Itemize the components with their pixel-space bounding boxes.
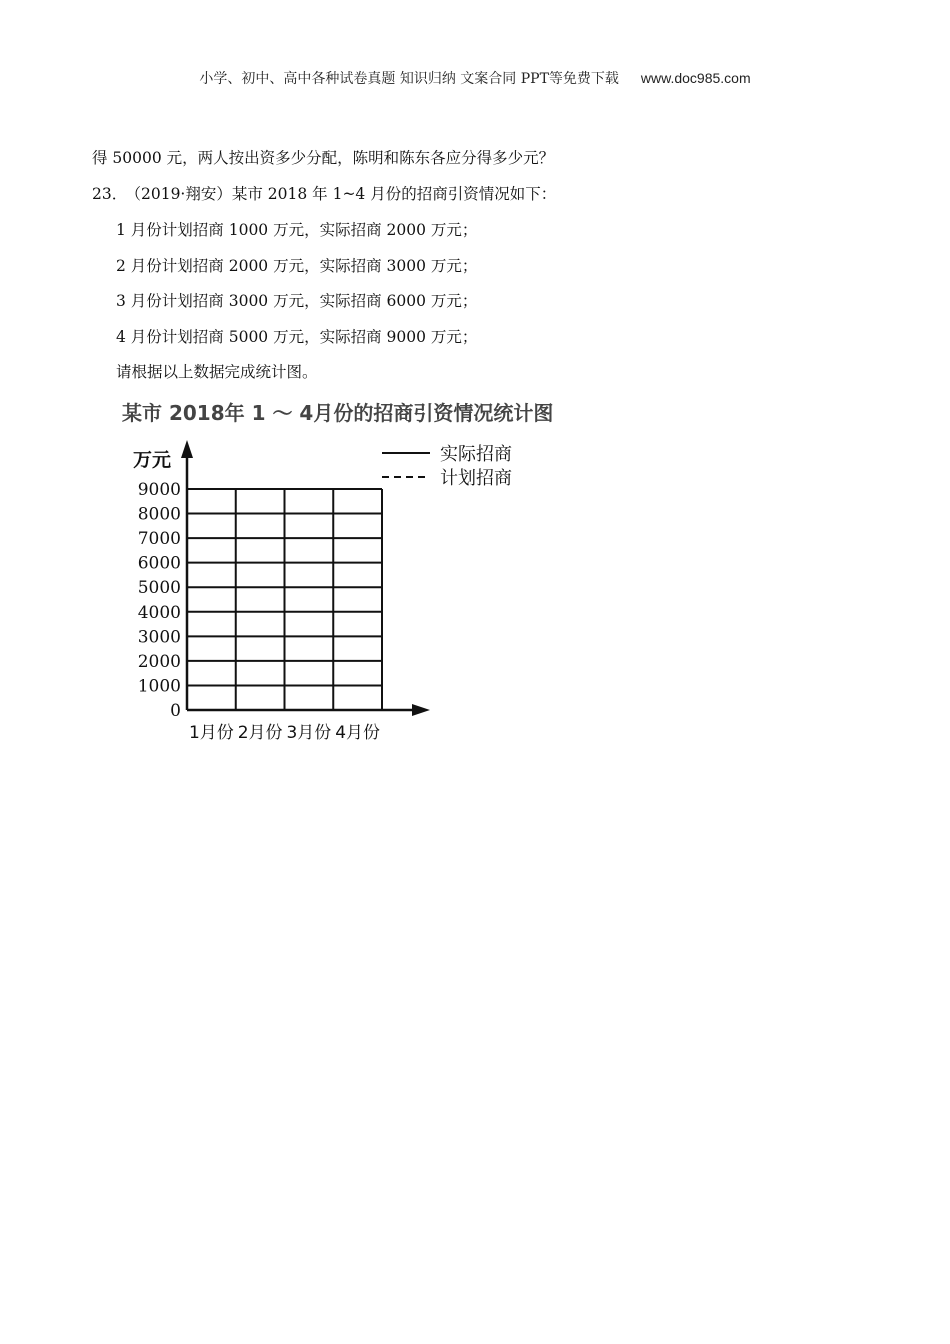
chart-legend [382, 444, 512, 489]
prev-question-tail: 得 50000 元，两人按出资多少分配，陈明和陈东各应分得多少元？ [92, 149, 555, 167]
data-line-month3: 3 月份计划招商 3000 万元，实际招商 6000 万元； [116, 292, 478, 310]
instruction-line: 请根据以上数据完成统计图。 [116, 363, 318, 381]
x-tick-label: 2月份 [237, 723, 283, 743]
header-site: www.doc985.com [640, 70, 751, 86]
x-tick-label: 1月份 [188, 723, 234, 743]
x-tick-label: 3月份 [286, 723, 332, 743]
y-tick-label: 5000 [137, 578, 181, 599]
legend-label: 实际招商 [440, 444, 512, 465]
y-tick-label: 8000 [137, 504, 181, 525]
header-text: 小学、初中、高中各种试卷真题 知识归纳 文案合同 PPT等免费下载 [199, 71, 619, 87]
chart-axes [181, 440, 430, 716]
y-tick-label: 3000 [137, 627, 181, 648]
x-tick-labels [189, 723, 380, 743]
question-number: 23． [92, 185, 128, 203]
y-axis-label: 万元 [133, 449, 172, 471]
data-line-month4: 4 月份计划招商 5000 万元，实际招商 9000 万元； [116, 328, 478, 346]
y-tick-label: 4000 [137, 602, 181, 623]
legend-label: 计划招商 [440, 468, 512, 489]
y-tick-label: 6000 [137, 553, 181, 574]
y-tick-label: 2000 [137, 651, 181, 672]
question-stem: （2019·翔安）某市 2018 年 1~4 月份的招商引资情况如下： [133, 185, 557, 203]
y-tick-label: 7000 [137, 529, 181, 550]
y-tick-label: 9000 [137, 480, 181, 500]
y-tick-labels [138, 480, 181, 721]
x-tick-label: 4月份 [335, 723, 381, 743]
data-line-month2: 2 月份计划招商 2000 万元，实际招商 3000 万元； [116, 257, 478, 275]
data-line-month1: 1 月份计划招商 1000 万元，实际招商 2000 万元； [116, 221, 478, 239]
y-axis-arrow [181, 440, 193, 458]
chart-grid [187, 489, 382, 710]
y-tick-label: 1000 [137, 676, 181, 697]
x-axis-arrow [412, 704, 430, 716]
y-tick-label: 0 [170, 701, 181, 721]
chart-title: 某市 2018年 1 ～ 4月份的招商引资情况统计图 [122, 401, 554, 425]
